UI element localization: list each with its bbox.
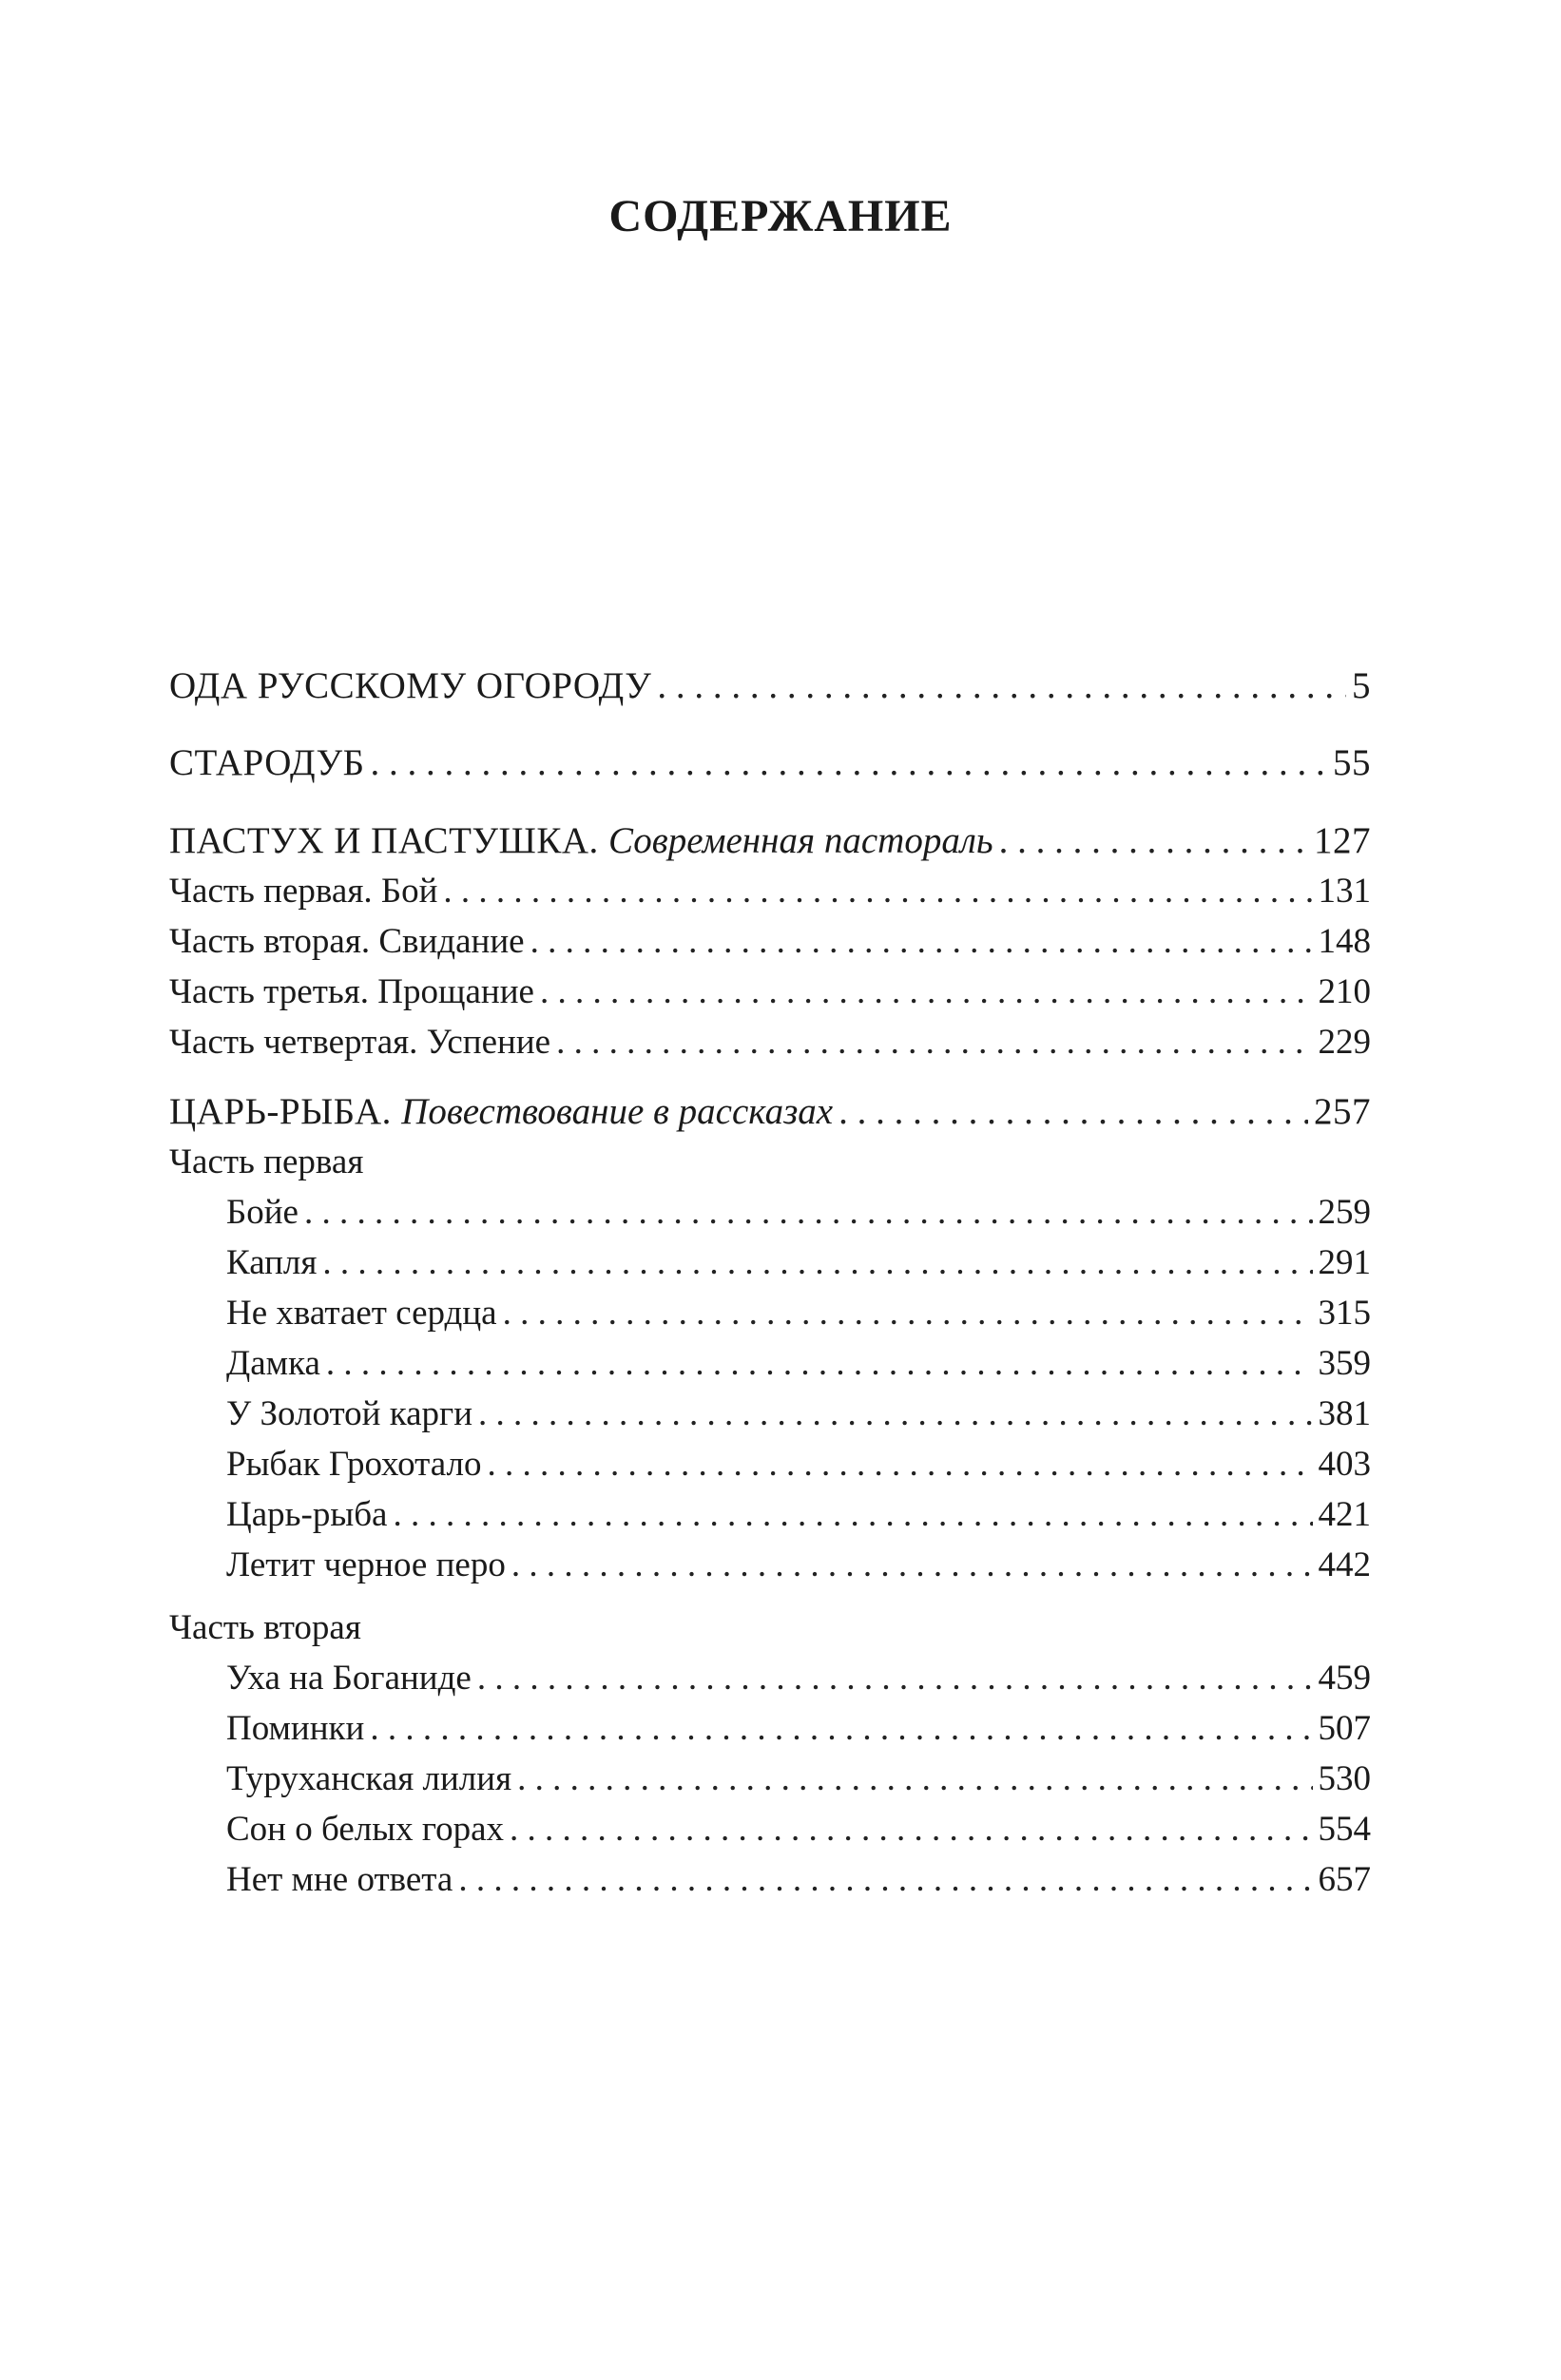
toc-section-heading[interactable] bbox=[169, 1604, 1371, 1652]
toc-entry-page: 421 bbox=[1318, 1495, 1371, 1534]
toc-entry-page: 359 bbox=[1318, 1344, 1371, 1383]
dot-leader bbox=[304, 1189, 1313, 1237]
toc-entry[interactable] bbox=[169, 918, 1371, 966]
toc-entry-page: 315 bbox=[1318, 1294, 1371, 1333]
toc-entry-title: ОДА РУССКОМУ ОГОРОДУ bbox=[169, 665, 652, 706]
toc-entry-page: 507 bbox=[1318, 1709, 1371, 1748]
toc-entry-page: 131 bbox=[1318, 872, 1371, 911]
toc-entry-title: Часть вторая. Свидание bbox=[169, 922, 525, 961]
toc-entry-page: 554 bbox=[1318, 1810, 1371, 1849]
toc-entry[interactable] bbox=[226, 1189, 1371, 1237]
toc-entry-title: Летит черное перо bbox=[226, 1545, 506, 1584]
toc-entry-title: ЦАРЬ-РЫБА. Повествование в рассказах bbox=[169, 1091, 834, 1132]
toc-entry[interactable] bbox=[226, 1441, 1371, 1488]
toc-entry-page: 210 bbox=[1318, 972, 1371, 1011]
toc-entry-title: Капля bbox=[226, 1243, 318, 1282]
dot-leader bbox=[458, 1856, 1312, 1904]
dot-leader bbox=[370, 1705, 1312, 1753]
toc-entry-page: 5 bbox=[1352, 665, 1371, 706]
dot-leader bbox=[393, 1491, 1312, 1539]
toc-entry[interactable] bbox=[169, 662, 1371, 710]
toc-entry-title: СТАРОДУБ bbox=[169, 742, 365, 783]
toc-entry-title: Часть первая bbox=[169, 1142, 364, 1181]
dot-leader bbox=[488, 1441, 1313, 1488]
page-title: СОДЕРЖАНИЕ bbox=[608, 191, 953, 241]
toc-entry-title: Поминки bbox=[226, 1709, 365, 1748]
toc-entry-page: 257 bbox=[1314, 1091, 1371, 1132]
toc-entry-page: 291 bbox=[1318, 1243, 1371, 1282]
dot-leader bbox=[371, 739, 1327, 787]
toc-entry-page: 259 bbox=[1318, 1193, 1371, 1232]
toc-entry[interactable] bbox=[226, 1806, 1371, 1853]
toc-entry-title: Дамка bbox=[226, 1344, 320, 1383]
toc-entry-page: 657 bbox=[1318, 1860, 1371, 1899]
dot-leader bbox=[503, 1290, 1313, 1337]
toc-entry-title: Бойе bbox=[226, 1193, 299, 1232]
toc-entry-page: 229 bbox=[1318, 1023, 1371, 1062]
toc-entry-subtitle: Повествование в рассказах bbox=[401, 1091, 834, 1132]
toc-entry[interactable] bbox=[169, 1088, 1371, 1136]
toc-entry-page: 148 bbox=[1318, 922, 1371, 961]
dot-leader bbox=[999, 817, 1308, 865]
toc-entry[interactable] bbox=[226, 1705, 1371, 1753]
toc-entry-title: Часть вторая bbox=[169, 1608, 361, 1647]
toc-entry-page: 403 bbox=[1318, 1445, 1371, 1484]
toc-entry-page: 459 bbox=[1318, 1659, 1371, 1698]
toc-entry-page: 442 bbox=[1318, 1545, 1371, 1584]
toc-entry[interactable] bbox=[226, 1391, 1371, 1438]
toc-entry[interactable] bbox=[226, 1655, 1371, 1702]
toc-entry-title: Часть первая. Бой bbox=[169, 872, 438, 911]
toc-entry-title: Нет мне ответа bbox=[226, 1860, 453, 1899]
toc-entry-title: Рыбак Грохотало bbox=[226, 1445, 482, 1484]
toc-entry-title: Царь-рыба bbox=[226, 1495, 388, 1534]
toc-entry-title: У Золотой карги bbox=[226, 1394, 473, 1433]
toc-entry-title: Уха на Боганиде bbox=[226, 1659, 472, 1698]
dot-leader bbox=[443, 868, 1312, 915]
toc-entry-subtitle: Современная пастораль bbox=[608, 820, 993, 861]
toc-entry[interactable] bbox=[169, 739, 1371, 787]
dot-leader bbox=[517, 1756, 1312, 1803]
toc-entry[interactable] bbox=[226, 1856, 1371, 1904]
toc-entry-title: ПАСТУХ И ПАСТУШКА. Современная пастораль bbox=[169, 820, 993, 861]
toc-entry-page: 530 bbox=[1318, 1759, 1371, 1798]
toc-entry[interactable] bbox=[226, 1340, 1371, 1388]
dot-leader bbox=[477, 1655, 1313, 1702]
toc-entry-title: Туруханская лилия bbox=[226, 1759, 512, 1798]
toc-entry[interactable] bbox=[169, 817, 1371, 865]
dot-leader bbox=[530, 918, 1313, 966]
toc-entry[interactable] bbox=[226, 1239, 1371, 1287]
toc-entry-title: Часть четвертая. Успение bbox=[169, 1023, 551, 1062]
toc-entry-page: 381 bbox=[1318, 1394, 1371, 1433]
toc-entry[interactable] bbox=[226, 1491, 1371, 1539]
toc-entry-title: Часть третья. Прощание bbox=[169, 972, 534, 1011]
dot-leader bbox=[657, 662, 1346, 710]
toc-entry[interactable] bbox=[226, 1290, 1371, 1337]
dot-leader bbox=[326, 1340, 1313, 1388]
dot-leader bbox=[540, 969, 1313, 1016]
dot-leader bbox=[511, 1542, 1313, 1589]
dot-leader bbox=[478, 1391, 1312, 1438]
toc-section-heading[interactable] bbox=[169, 1139, 1371, 1186]
toc-entry-page: 127 bbox=[1314, 820, 1371, 861]
dot-leader bbox=[556, 1019, 1312, 1066]
toc-entry[interactable] bbox=[169, 868, 1371, 915]
toc-entry-page: 55 bbox=[1333, 742, 1371, 783]
dot-leader bbox=[510, 1806, 1313, 1853]
toc-entry[interactable] bbox=[169, 969, 1371, 1016]
toc-entry[interactable] bbox=[226, 1756, 1371, 1803]
toc-entry[interactable] bbox=[226, 1542, 1371, 1589]
dot-leader bbox=[838, 1088, 1308, 1136]
toc-entry[interactable] bbox=[169, 1019, 1371, 1066]
toc-entry-title: Сон о белых горах bbox=[226, 1810, 504, 1849]
dot-leader bbox=[322, 1239, 1312, 1287]
toc-entry-title: Не хватает сердца bbox=[226, 1294, 497, 1333]
